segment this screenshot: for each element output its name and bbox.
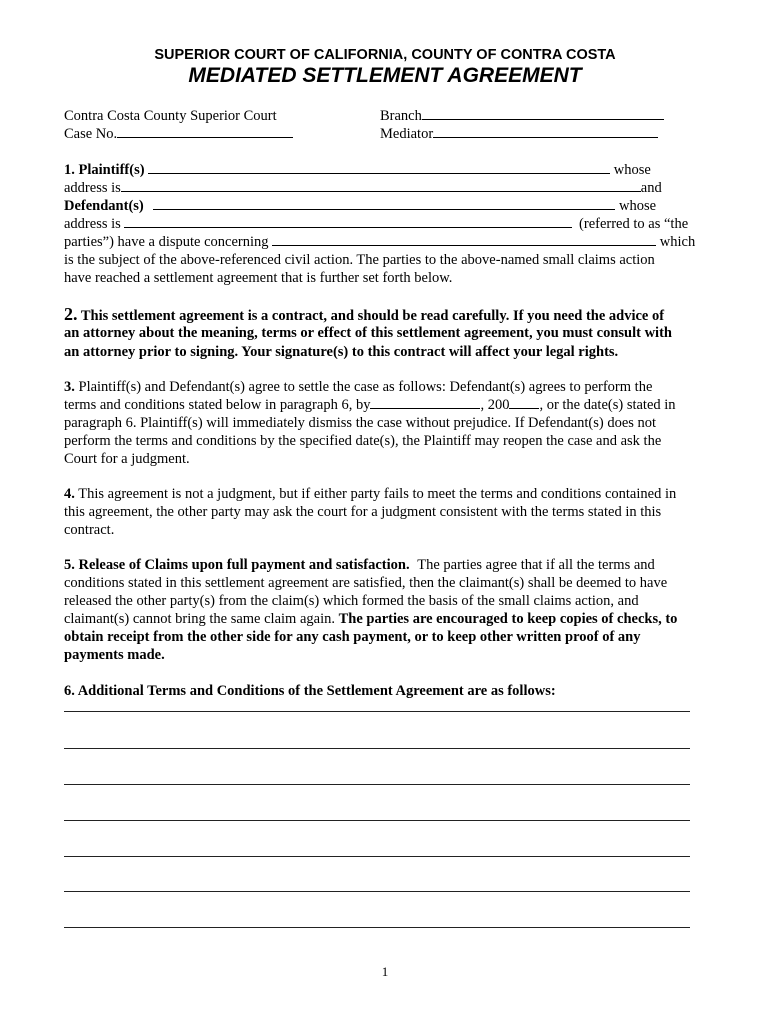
s3-text-1: Plaintiff(s) and Defendant(s) agree to settle the case as follows: Defendant(s) agrees to perform the	[78, 379, 653, 395]
defendant-address-field[interactable]	[124, 215, 572, 228]
document-title: MEDIATED SETTLEMENT AGREEMENT	[188, 64, 582, 87]
referred-text: (referred to as “the	[579, 216, 689, 232]
which-text: which	[659, 234, 696, 250]
additional-terms-line-3[interactable]	[64, 784, 690, 785]
s5-line4	[64, 610, 677, 628]
defendant-label: Defendant(s)	[64, 198, 144, 214]
s2-line3: an attorney prior to signing. Your signature(s) to this contract will affect your legal rights.	[64, 344, 619, 360]
additional-terms-line-7[interactable]	[64, 927, 690, 928]
whose-2: whose	[619, 198, 657, 214]
s5-heading: Release of Claims upon full payment and satisfaction.	[78, 557, 410, 573]
s6-heading: 6. Additional Terms and Conditions of the Settlement Agreement are as follows:	[64, 683, 556, 699]
whose-1: whose	[613, 162, 651, 178]
additional-terms-line-2[interactable]	[64, 748, 690, 749]
s1-line7: have reached a settlement agreement that is further set forth below.	[64, 270, 453, 286]
s2-text-1: This settlement agreement is a contract, and should be read carefully. If you need the advice of	[80, 308, 665, 324]
page-number: 1	[381, 964, 389, 979]
address-is-1: address is	[64, 180, 121, 196]
s5-line6: payments made.	[64, 647, 165, 663]
s4-line1	[64, 485, 676, 503]
additional-terms-line-4[interactable]	[64, 820, 690, 821]
case-no-field[interactable]	[117, 125, 293, 138]
s3-text-2c: , or the date(s) stated in	[539, 397, 676, 413]
branch-row	[380, 107, 664, 125]
s5-text-4a: claimant(s) cannot bring the same claim again.	[64, 611, 335, 627]
s1-line4	[64, 215, 688, 233]
s5-text-4b: The parties are encouraged to keep copies of checks, to	[338, 611, 678, 627]
plaintiff-field[interactable]	[148, 161, 610, 174]
s3-line5: Court for a judgment.	[64, 451, 190, 467]
s3-text-2a: terms and conditions stated below in paragraph 6, by	[64, 397, 371, 413]
and-text: and	[640, 180, 662, 196]
s3-number: 3.	[64, 379, 75, 395]
s4-line2: this agreement, the other party may ask the court for a judgment consistent with the terms stated in this	[64, 504, 662, 520]
additional-terms-line-5[interactable]	[64, 856, 690, 857]
s5-line1	[64, 556, 655, 574]
s1-number: 1.	[64, 162, 75, 178]
address-is-2: address is	[64, 216, 121, 232]
defendant-field[interactable]	[153, 197, 615, 210]
s4-text-1: This agreement is not a judgment, but if either party fails to meet the terms and conditions contained in	[78, 486, 677, 502]
s2-line1	[64, 305, 664, 326]
case-no-row	[64, 125, 293, 143]
s3-line3: paragraph 6. Plaintiff(s) will immediately dismiss the case without prejudice. If Defendant(s) does not	[64, 415, 657, 431]
s2-number: 2.	[64, 304, 78, 324]
s5-line3: released the other party(s) from the claim(s) which formed the basis of the small claims action, and	[64, 593, 639, 609]
s4-number: 4.	[64, 486, 75, 502]
additional-terms-line-1[interactable]	[64, 711, 690, 712]
s2-line2: an attorney about the meaning, terms or effect of this settlement agreement, you must consult with	[64, 325, 672, 341]
s3-line1	[64, 378, 652, 396]
case-no-label: Case No.	[64, 126, 118, 142]
s3-line4: perform the terms and conditions by the specified date(s), the Plaintiff may reopen the case and ask the	[64, 433, 662, 449]
branch-label: Branch	[380, 108, 422, 124]
court-name: Contra Costa County Superior Court	[64, 108, 277, 124]
dispute-field[interactable]	[272, 233, 656, 246]
s1-line6: is the subject of the above-referenced civil action. The parties to the above-named small claims action	[64, 252, 655, 268]
parties-dispute: parties”) have a dispute concerning	[64, 234, 269, 250]
s3-line2	[64, 396, 676, 414]
s1-line2	[64, 179, 662, 197]
s4-line3: contract.	[64, 522, 115, 538]
year-field[interactable]	[509, 396, 539, 409]
s1-line3	[64, 197, 656, 215]
mediator-row	[380, 125, 658, 143]
mediator-field[interactable]	[433, 125, 658, 138]
s5-line2: conditions stated in this settlement agreement are satisfied, then the claimant(s) shall be deemed to have	[64, 575, 668, 591]
s1-line1	[64, 161, 690, 179]
branch-field[interactable]	[422, 107, 664, 120]
additional-terms-line-6[interactable]	[64, 891, 690, 892]
s3-text-2b: , 200	[480, 397, 510, 413]
plaintiff-label: Plaintiff(s)	[78, 162, 145, 178]
court-heading: SUPERIOR COURT OF CALIFORNIA, COUNTY OF CONTRA COSTA	[154, 47, 616, 63]
plaintiff-address-field[interactable]	[121, 179, 641, 192]
deadline-date-field[interactable]	[370, 396, 480, 409]
s5-text-1: The parties agree that if all the terms and	[417, 557, 655, 573]
s1-line5	[64, 233, 695, 251]
mediator-label: Mediator	[380, 126, 434, 142]
s5-line5: obtain receipt from the other side for any cash payment, or to keep other written proof of any	[64, 629, 641, 645]
s5-number: 5.	[64, 557, 75, 573]
